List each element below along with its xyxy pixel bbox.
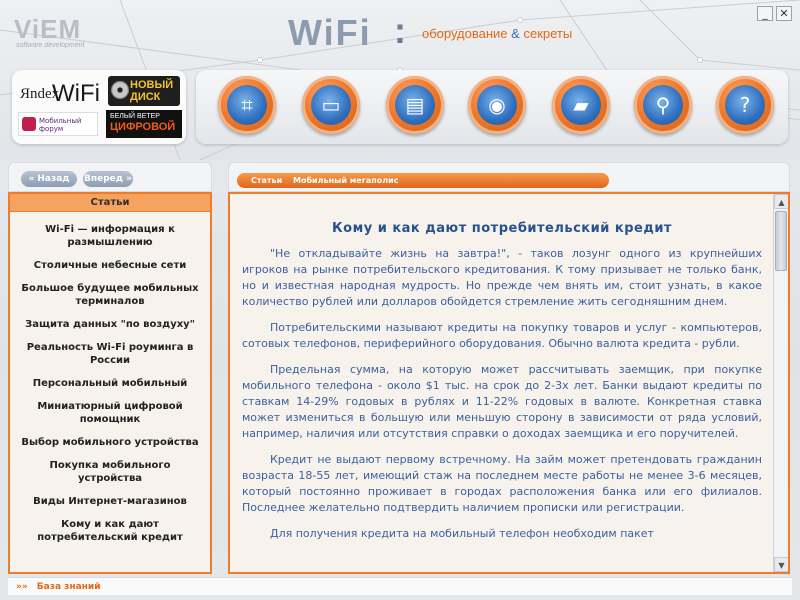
app-title: WiFi [288, 12, 372, 53]
belyi-veter-logo[interactable] [106, 110, 182, 138]
article-paragraph: "Не откладывайте жизнь на завтра!", - таков лозунг одного из крупнейших игроков на рынке потребительского кредитования. К тому призывает не только банк, но и известная народная мудрость. Но прежде чем внять им, стоит узнать, в какое количество рублей или долларов обойдется стремление жить сегодняшним днем. [242, 247, 762, 308]
tagline-part2: секреты [523, 26, 573, 41]
mobile-forum-line2: форум [39, 125, 64, 133]
app-header [0, 0, 800, 160]
nav-laptop-button[interactable] [302, 76, 360, 134]
knowledge-base-link[interactable]: База знаний [36, 582, 101, 592]
vendor-logo: ViEM [14, 14, 82, 44]
sidebar-item-wifi-roaming[interactable]: Реальность Wi-Fi роуминга в России [26, 342, 194, 366]
belyi-veter-line1: БЕЛЫЙ ВЕТЕР [110, 113, 160, 120]
back-button[interactable]: « Назад [21, 171, 77, 187]
minimize-button[interactable]: _ [757, 6, 773, 21]
article-title: Кому и как дают потребительский кредит [332, 221, 672, 236]
article-paragraph: Предельная сумма, на которую может рассчитывать заемщик, при покупке мобильного телефона - около $1 тыс. на срок до 2-3х лет. Банки выдают кредиты по ставкам 14-29% годовых в рублях и 11-22% годовых в валюте. Конкретная ставка может измениться в большую или меньшую сторону в зависимости от ряда условий, например, наличия или отсутствия справки о доходах заемщика и его поручителей. [242, 363, 762, 440]
tagline-part1: оборудование [422, 26, 508, 41]
sidebar-item-choose-device[interactable]: Выбор мобильного устройства [21, 437, 199, 448]
mobile-forum-logo[interactable] [18, 112, 98, 136]
new-disk-line2: ДИСК [130, 91, 161, 103]
laptop-icon: ▭ [311, 85, 351, 125]
sidebar-item-wifi-info[interactable]: Wi-Fi — информация к размышлению [45, 224, 175, 248]
app-tagline [422, 26, 572, 41]
tagline-amp: & [511, 26, 520, 41]
new-disk-line1: НОВЫЙ [130, 79, 174, 91]
navigation-bar [8, 162, 212, 192]
window-controls [757, 6, 792, 21]
sidebar-item-consumer-credit[interactable]: Кому и как дают потребительский кредит [37, 519, 183, 543]
wifi-logo[interactable]: WiFi [52, 80, 100, 107]
breadcrumb [237, 173, 609, 188]
vendor-subtitle: software development [16, 42, 85, 49]
article-paragraph: Кредит не выдают первому встречному. На займ может претендовать гражданин возраста 18-55 лет, имеющий стаж на последнем месте работы не менее 3-6 месяцев, который постоянно проживает в городах расположения банка или его филиалов. Последнее желательно подтвердить наличием прописки или регистрации. [242, 453, 762, 514]
sidebar-item-digital-assistant[interactable]: Миниатюрный цифровой помощник [37, 401, 183, 425]
sidebar-item-mobile-terminals[interactable]: Большое будущее мобильных терминалов [21, 283, 199, 307]
sidebar-item-buy-device[interactable]: Покупка мобильного устройства [49, 460, 171, 484]
breadcrumb-item-articles[interactable]: Статьи [251, 176, 283, 185]
articles-list [10, 212, 210, 549]
scroll-down-arrow-icon[interactable]: ▼ [774, 557, 789, 572]
article-body [242, 194, 762, 542]
network-icon: ⌗ [227, 85, 267, 125]
article-paragraph: Потребительскими называют кредиты на покупку товаров и услуг - компьютеров, сотовых телефонов, периферийного оборудования. Обычно валюта кредита - рубли. [242, 321, 762, 350]
forward-button[interactable]: Вперед » [83, 171, 133, 187]
disc-icon: ◉ [477, 85, 517, 125]
new-disk-logo[interactable] [108, 76, 180, 106]
scrollbar-thumb[interactable] [775, 211, 787, 271]
sidebar-item-personal-mobile[interactable]: Персональный мобильный [32, 378, 188, 389]
nav-search-button[interactable] [634, 76, 692, 134]
main-nav-panel [196, 70, 788, 144]
search-icon: ⚲ [643, 85, 683, 125]
yandex-logo[interactable]: Яndex [20, 86, 60, 102]
sidebar-item-data-protection[interactable]: Защита данных "по воздуху" [25, 319, 195, 330]
cd-icon [111, 81, 129, 99]
sidebar-item-sky-networks[interactable]: Столичные небесные сети [33, 260, 187, 271]
nav-card-button[interactable] [552, 76, 610, 134]
help-icon: ? [725, 85, 765, 125]
nav-book-button[interactable] [386, 76, 444, 134]
sidebar-heading: Статьи [10, 194, 210, 212]
nav-network-button[interactable] [218, 76, 276, 134]
vertical-scrollbar[interactable] [773, 194, 788, 572]
nav-disc-button[interactable] [468, 76, 526, 134]
articles-sidebar [8, 192, 212, 574]
article-paragraph: Для получения кредита на мобильный телефон необходим пакет [270, 527, 654, 540]
book-icon: ▤ [395, 85, 435, 125]
breadcrumb-item-mobile-megapolis[interactable]: Мобильный мегаполис [293, 176, 399, 185]
mobile-forum-line1: Мобильный [39, 117, 82, 125]
mobile-forum-icon [22, 117, 36, 131]
nav-help-button[interactable] [716, 76, 774, 134]
double-arrow-icon: »» [16, 582, 28, 592]
article-panel [228, 192, 790, 574]
content-header [228, 162, 790, 192]
sidebar-item-online-stores[interactable]: Виды Интернет-магазинов [33, 496, 187, 507]
close-button[interactable]: ✕ [776, 6, 792, 21]
scroll-up-arrow-icon[interactable]: ▲ [774, 194, 789, 209]
partner-logos-panel [12, 70, 186, 144]
status-bar [8, 577, 792, 595]
card-icon: ▰ [561, 85, 601, 125]
belyi-veter-line2: ЦИФРОВОЙ [110, 121, 176, 133]
app-title-colon: : [394, 10, 406, 51]
